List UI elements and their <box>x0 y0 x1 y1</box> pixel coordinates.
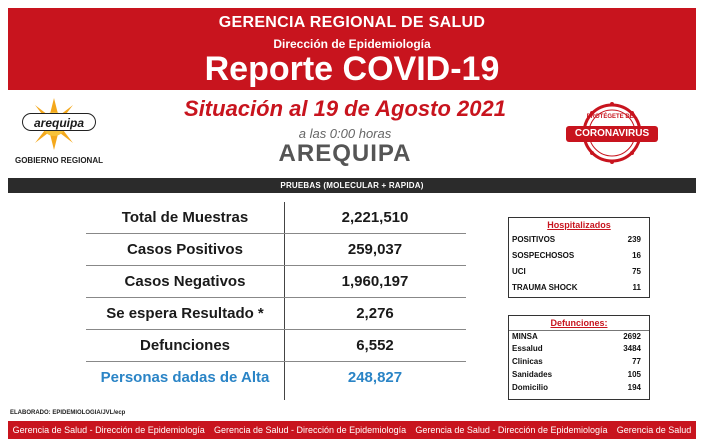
item-label: TRAUMA SHOCK <box>512 283 578 292</box>
report-title: Reporte COVID-19 <box>204 50 500 88</box>
item-value: 3484 <box>623 344 641 353</box>
item-value: 16 <box>632 251 641 260</box>
item-value: 11 <box>632 283 641 292</box>
table-row <box>86 298 466 330</box>
item-label: Sanidades <box>512 370 553 379</box>
table-row <box>86 330 466 362</box>
list-item <box>509 280 649 296</box>
list-item <box>509 264 649 280</box>
stat-label: Total de Muestras <box>121 209 249 226</box>
arequipa-logo <box>14 98 104 173</box>
direction-name: Dirección de Epidemiología <box>273 37 431 51</box>
stat-label: Se espera Resultado * <box>106 305 264 322</box>
item-label: UCI <box>512 267 526 276</box>
item-label: MINSA <box>512 332 538 341</box>
table-row <box>86 234 466 266</box>
item-value: 75 <box>632 267 641 276</box>
table-row <box>86 202 466 234</box>
stat-value: 1,960,197 <box>341 273 409 290</box>
report-date: Situación al 19 de Agosto 2021 <box>184 96 506 121</box>
list-item <box>509 232 649 248</box>
header-banner <box>8 8 696 90</box>
item-value: 2692 <box>623 332 641 341</box>
item-label: Clinicas <box>512 357 543 366</box>
report-time: a las 0:00 horas <box>298 126 392 141</box>
footer-item: Gerencia de Salud <box>616 425 692 435</box>
hospitalizados-box <box>508 217 650 298</box>
badge-main-text: CORONAVIRUS <box>566 126 658 142</box>
stat-label: Personas dadas de Alta <box>100 369 270 386</box>
list-item <box>509 356 649 369</box>
table-row <box>86 362 466 394</box>
hospitalizados-title: Hospitalizados <box>547 220 611 230</box>
badge-top-text: PROTÉGETE DEL <box>586 114 638 120</box>
list-item <box>509 330 649 343</box>
tests-section-bar: PRUEBAS (MOLECULAR + RAPIDA) <box>8 178 696 193</box>
logo-wordmark: arequipa <box>22 113 96 131</box>
list-item <box>509 248 649 264</box>
stat-value: 248,827 <box>347 369 403 386</box>
item-label: POSITIVOS <box>512 235 556 244</box>
item-label: Domicilio <box>512 383 549 392</box>
organization-name: GERENCIA REGIONAL DE SALUD <box>218 14 486 31</box>
stat-value: 6,552 <box>356 337 394 354</box>
list-item <box>509 382 649 395</box>
logo-subtitle: GOBIERNO REGIONAL <box>14 156 103 165</box>
footer-item: Gerencia de Salud - Dirección de Epidemiología <box>12 425 205 435</box>
list-item <box>509 369 649 382</box>
list-item <box>509 343 649 356</box>
main-stats-table <box>86 202 466 394</box>
stat-value: 259,037 <box>347 241 403 258</box>
coronavirus-badge <box>566 102 658 164</box>
item-value: 77 <box>632 357 641 366</box>
item-label: SOSPECHOSOS <box>512 251 575 260</box>
item-value: 105 <box>627 370 641 379</box>
stat-value: 2,221,510 <box>341 209 409 226</box>
stat-label: Casos Negativos <box>124 273 246 290</box>
defunciones-title: Defunciones: <box>550 318 608 328</box>
defunciones-box <box>508 315 650 400</box>
footer-item: Gerencia de Salud - Dirección de Epidemiología <box>214 425 407 435</box>
footer-banner <box>8 421 696 439</box>
credit-text: ELABORADO: EPIDEMIOLOGIA/JVL/ecp <box>10 410 126 416</box>
item-label: Essalud <box>512 344 543 353</box>
stat-value: 2,276 <box>356 305 394 322</box>
item-value: 239 <box>627 235 641 244</box>
stat-label: Defunciones <box>139 337 230 354</box>
table-row <box>86 266 466 298</box>
region-name: AREQUIPA <box>278 140 412 167</box>
stat-label: Casos Positivos <box>127 241 243 258</box>
footer-item: Gerencia de Salud - Dirección de Epidemiología <box>415 425 608 435</box>
item-value: 194 <box>627 383 641 392</box>
